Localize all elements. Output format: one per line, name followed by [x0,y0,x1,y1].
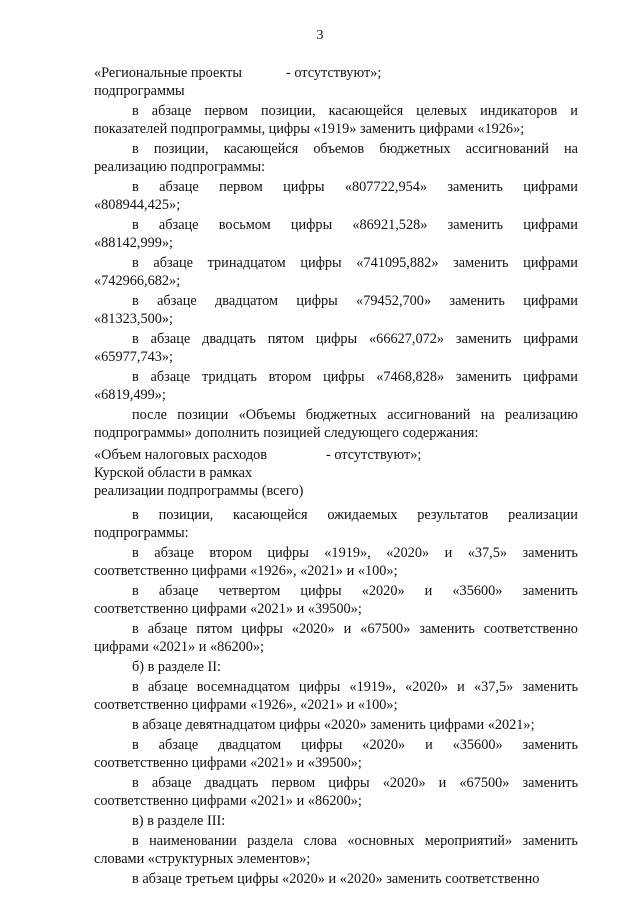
paragraph-line: в позиции, касающейся объемов бюджетных ассигнований на [132,141,578,157]
paragraph-line: подпрограммы: [94,525,189,541]
paragraph [94,544,578,580]
paragraph-line: в абзаце двадцатом цифры «79452,700» заменить цифрами [132,293,578,309]
paragraph-line: в наименовании раздела слова «основных мероприятий» заменить [132,833,578,849]
row-label-line: «Региональные проекты [94,65,242,81]
paragraph-line: словами «структурных элементов»; [94,851,311,867]
page-number: 3 [316,28,324,43]
row-label-line: «Объем налоговых расходов [94,447,268,463]
paragraph-line: соответственно цифрами «2021» и «39500»; [94,601,362,617]
regional-projects-row [94,64,578,100]
paragraph [94,658,578,676]
paragraph [94,292,578,328]
paragraph-line: соответственно цифрами «1926», «2021» и «100»; [94,697,398,713]
row-value: - отсутствуют»; [326,447,422,463]
paragraph-line: «742966,682»; [94,273,181,289]
paragraph [94,870,578,888]
paragraph [94,506,578,542]
paragraph-line: «81323,500»; [94,311,174,327]
paragraph [94,716,578,734]
paragraph-line: б) в разделе II: [132,659,221,675]
paragraph-line: в абзаце третьем цифры «2020» и «2020» заменить соответственно [132,871,540,887]
row-value: - отсутствуют»; [286,65,382,81]
amendments-section-2 [94,506,578,888]
paragraph [94,678,578,714]
paragraph-line: показателей подпрограммы, цифры «1919» заменить цифрами «1926»; [94,121,525,137]
paragraph [94,178,578,214]
paragraph [94,368,578,404]
paragraph [94,140,578,176]
paragraph-line: соответственно цифрами «2021» и «39500»; [94,755,362,771]
paragraph-line: в абзаце двадцать пятом цифры «66627,072» заменить цифрами [132,331,578,347]
paragraph [94,620,578,656]
paragraph [94,406,578,442]
paragraph-line: подпрограммы» дополнить позицией следующего содержания: [94,425,479,441]
paragraph [94,254,578,290]
paragraph [94,736,578,772]
paragraph [94,216,578,252]
paragraph [94,102,578,138]
paragraph-line: реализацию подпрограммы: [94,159,266,175]
paragraph-line: в абзаце восьмом цифры «86921,528» заменить цифрами [132,217,578,233]
paragraph-line: соответственно цифрами «2021» и «86200»; [94,793,362,809]
row-label-line: реализации подпрограммы (всего) [94,483,304,499]
paragraph [94,774,578,810]
paragraph-line: в абзаце пятом цифры «2020» и «67500» заменить соответственно [132,621,578,637]
paragraph-line: соответственно цифрами «1926», «2021» и «100»; [94,563,398,579]
paragraph-line: в абзаце первом позиции, касающейся целевых индикаторов и [132,103,578,119]
paragraph-line: в абзаце восемнадцатом цифры «1919», «2020» и «37,5» заменить [132,679,578,695]
paragraph-line: «65977,743»; [94,349,174,365]
paragraph-line: «808944,425»; [94,197,181,213]
paragraph-line: в абзаце втором цифры «1919», «2020» и «37,5» заменить [132,545,578,561]
paragraph-line: цифрами «2021» и «86200»; [94,639,265,655]
paragraph-line: «88142,999»; [94,235,174,251]
row-label-line: подпрограммы [94,83,185,99]
paragraph-line: в абзаце четвертом цифры «2020» и «35600» заменить [132,583,578,599]
paragraph-line: в абзаце двадцатом цифры «2020» и «35600» заменить [132,737,578,753]
paragraph-line: в абзаце первом цифры «807722,954» заменить цифрами [132,179,578,195]
paragraph-line: в абзаце двадцать первом цифры «2020» и «67500» заменить [132,775,578,791]
amendments-section-1 [94,102,578,442]
row-label-line: Курской области в рамках [94,465,253,481]
paragraph-line: в абзаце девятнадцатом цифры «2020» заменить цифрами «2021»; [132,717,535,733]
paragraph-line: в) в разделе III: [132,813,226,829]
paragraph-line: в абзаце тридцать втором цифры «7468,828» заменить цифрами [132,369,578,385]
paragraph [94,582,578,618]
paragraph-line: в позиции, касающейся ожидаемых результатов реализации [132,507,578,523]
paragraph [94,330,578,366]
paragraph [94,832,578,868]
paragraph [94,812,578,830]
paragraph-line: после позиции «Объемы бюджетных ассигнований на реализацию [132,407,578,423]
document-body [94,64,578,888]
paragraph-line: «6819,499»; [94,387,166,403]
paragraph-line: в абзаце тринадцатом цифры «741095,882» заменить цифрами [132,255,578,271]
tax-expenses-row [94,446,578,500]
